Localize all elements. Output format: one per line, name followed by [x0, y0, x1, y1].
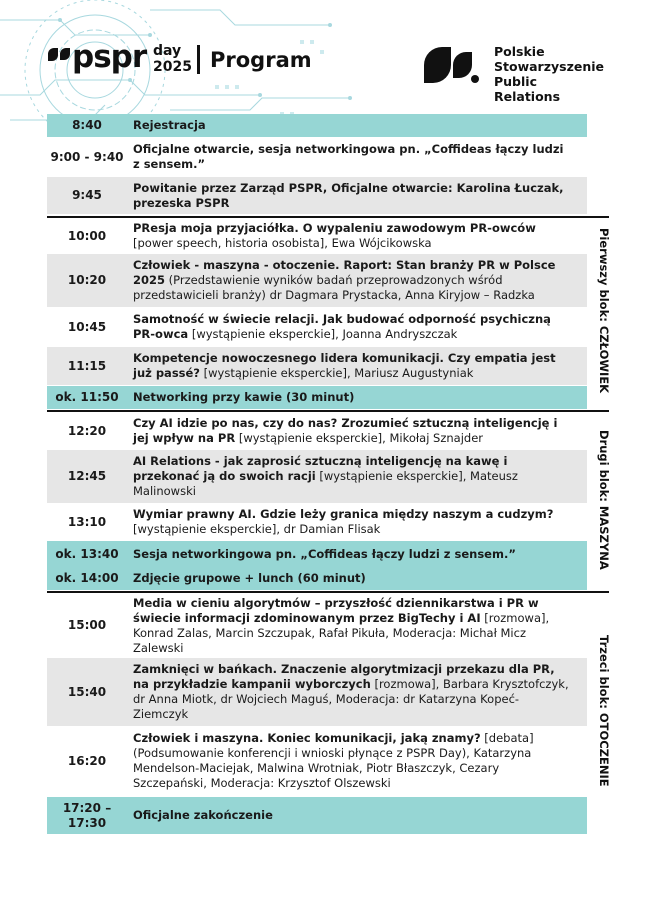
schedule-row — [47, 413, 587, 449]
title-divider — [197, 45, 200, 74]
row-time: 10:45 — [67, 319, 107, 334]
row-title: Sesja networkingowa pn. „Coffideas łączy ludzi z sensem.” — [133, 546, 516, 561]
event-year: 2025 — [153, 59, 192, 75]
row-time: 12:45 — [67, 469, 107, 483]
schedule-row — [47, 450, 587, 503]
row-details: [wystąpienie eksperckie], Joanna Andryszczak — [188, 327, 458, 341]
row-details: [wystąpienie eksperckie], Mariusz Augustyniak — [199, 366, 474, 380]
organization-name — [494, 44, 634, 104]
schedule-row — [47, 308, 587, 346]
page-title: Program — [210, 48, 312, 72]
schedule-row — [47, 219, 587, 253]
row-title: AI Relations - jak zaprosić sztuczną inteligencję na kawę i przekonać ją do swoich racji — [133, 454, 508, 483]
row-details: [wystąpienie eksperckie], Mateusz Malinowski — [133, 469, 518, 498]
block-label-human — [596, 220, 612, 410]
row-title: Rejestracja — [133, 118, 206, 132]
row-details: (Przedstawienie wyników badań przeprowadzonych wśród przedstawicieli branży) dr Dagmara Prystacka, Anna Kiryjow – Radzka — [133, 273, 535, 302]
row-time: 9:00 - 9:40 — [50, 149, 124, 164]
row-time: 9:45 — [72, 188, 102, 202]
row-time: 16:20 — [67, 753, 107, 768]
organization-name-line: Polskie — [494, 44, 545, 59]
row-time: 10:00 — [67, 228, 107, 243]
schedule-row — [47, 254, 587, 307]
event-label: day — [153, 43, 182, 59]
row-title: Wymiar prawny AI. Gdzie leży granica między naszym a cudzym? — [133, 507, 554, 521]
row-time: 12:20 — [67, 423, 107, 438]
row-title: Kompetencje nowoczesnego lidera komunikacji. Czy empatia jest już passé? — [133, 351, 556, 380]
row-title: Media w cieniu algorytmów – przyszłość dziennikarstwa i PR w świecie informacji zdominowanym przez BigTechy i AI — [133, 595, 539, 625]
schedule-row — [47, 386, 587, 409]
row-details: [power speech, historia osobista], Ewa Wójcikowska — [133, 236, 432, 250]
schedule-row — [47, 567, 587, 590]
row-time: 8:40 — [72, 118, 102, 132]
row-title: Oficjalne zakończenie — [133, 808, 273, 822]
row-time: 15:00 — [67, 618, 107, 632]
row-title: Zamknięci w bańkach. Znaczenie algorytmizacji przekazu dla PR, na przykładzie kampanii wyborczych — [133, 662, 555, 691]
row-title: Networking przy kawie (30 minut) — [133, 390, 355, 404]
organization-name-line: Relations — [494, 89, 561, 104]
organization-name-line: Public — [494, 74, 537, 89]
row-title: Oficjalne otwarcie, sesja networkingowa pn. „Coffideas łączy ludzi z sensem.” — [133, 142, 564, 171]
row-title: Człowiek - maszyna - otoczenie. Raport: Stan branży PR w Polsce 2025 — [133, 258, 556, 287]
row-details: [rozmowa], Barbara Krysztofczyk, dr Anna Miotk, dr Wojciech Maguś, Moderacja: dr Katarzyna Kopeć-Ziemczyk — [133, 677, 569, 721]
row-time: 13:10 — [67, 514, 107, 529]
block-label-text: Pierwszy blok: CZŁOWIEK — [597, 228, 611, 394]
row-details: [wystąpienie eksperckie], dr Damian Flisak — [133, 522, 381, 536]
brand-wordmark: pspr — [72, 39, 147, 75]
block-divider — [47, 591, 609, 593]
schedule-row — [47, 727, 587, 795]
schedule-row — [47, 347, 587, 385]
row-details: [rozmowa], Konrad Zalas, Marcin Szczupak, Rafał Pikuła, Moderacja: Michał Micz Zalewski — [133, 610, 550, 655]
row-title: Człowiek i maszyna. Koniec komunikacji, jaką znamy? — [133, 731, 481, 745]
block-label-text: Trzeci blok: OTOCZENIE — [597, 635, 611, 787]
block-label-text: Drugi blok: MASZYNA — [597, 430, 611, 570]
row-time: 17:20 – 17:30 — [62, 800, 112, 830]
row-time: 15:40 — [67, 684, 107, 699]
block-divider — [47, 216, 609, 218]
block-label-environment — [596, 595, 612, 795]
schedule-row — [47, 114, 587, 137]
row-details: [wystąpienie eksperckie], Mikołaj Sznajder — [235, 431, 484, 445]
block-label-machine — [596, 414, 612, 590]
row-time: ok. 13:40 — [55, 546, 119, 561]
row-time: 10:20 — [67, 273, 107, 287]
row-details: [debata] (Podsumowanie konferencji i wnioski płynące z PSPR Day), Katarzyna Mendelson-Maciejak, Malwina Wrotniak, Piotr Błaszczyk, Cezary Szczepański, Moderacja: Krzysztof Olszewski — [133, 731, 534, 790]
row-title: Powitanie przez Zarząd PSPR, Oficjalne otwarcie: Karolina Łuczak, prezeska PSPR — [133, 180, 564, 210]
schedule-row — [47, 797, 587, 834]
pspr-logo-icon — [48, 46, 70, 62]
organization-name-line: Stowarzyszenie — [494, 59, 604, 74]
schedule-row — [47, 138, 587, 176]
row-title: Zdjęcie grupowe + lunch (60 minut) — [133, 571, 366, 585]
header — [0, 0, 656, 110]
schedule-row — [47, 594, 587, 657]
row-title: Samotność w świecie relacji. Jak budować odporność psychiczną PR-owca — [133, 312, 551, 341]
schedule-row — [47, 541, 587, 567]
row-title: Czy AI idzie po nas, czy do nas? Zrozumieć sztuczną inteligencję i jej wpływ na PR — [133, 416, 558, 445]
block-divider — [47, 410, 609, 412]
schedule-row — [47, 658, 587, 726]
row-time: 11:15 — [67, 358, 107, 373]
row-time: ok. 14:00 — [55, 571, 119, 585]
schedule-row — [47, 504, 587, 540]
organization-logo-icon — [424, 46, 480, 84]
row-title: PResja moja przyjaciółka. O wypaleniu zawodowym PR-owców — [133, 221, 536, 235]
row-time: ok. 11:50 — [55, 390, 119, 404]
schedule-row — [47, 177, 587, 214]
